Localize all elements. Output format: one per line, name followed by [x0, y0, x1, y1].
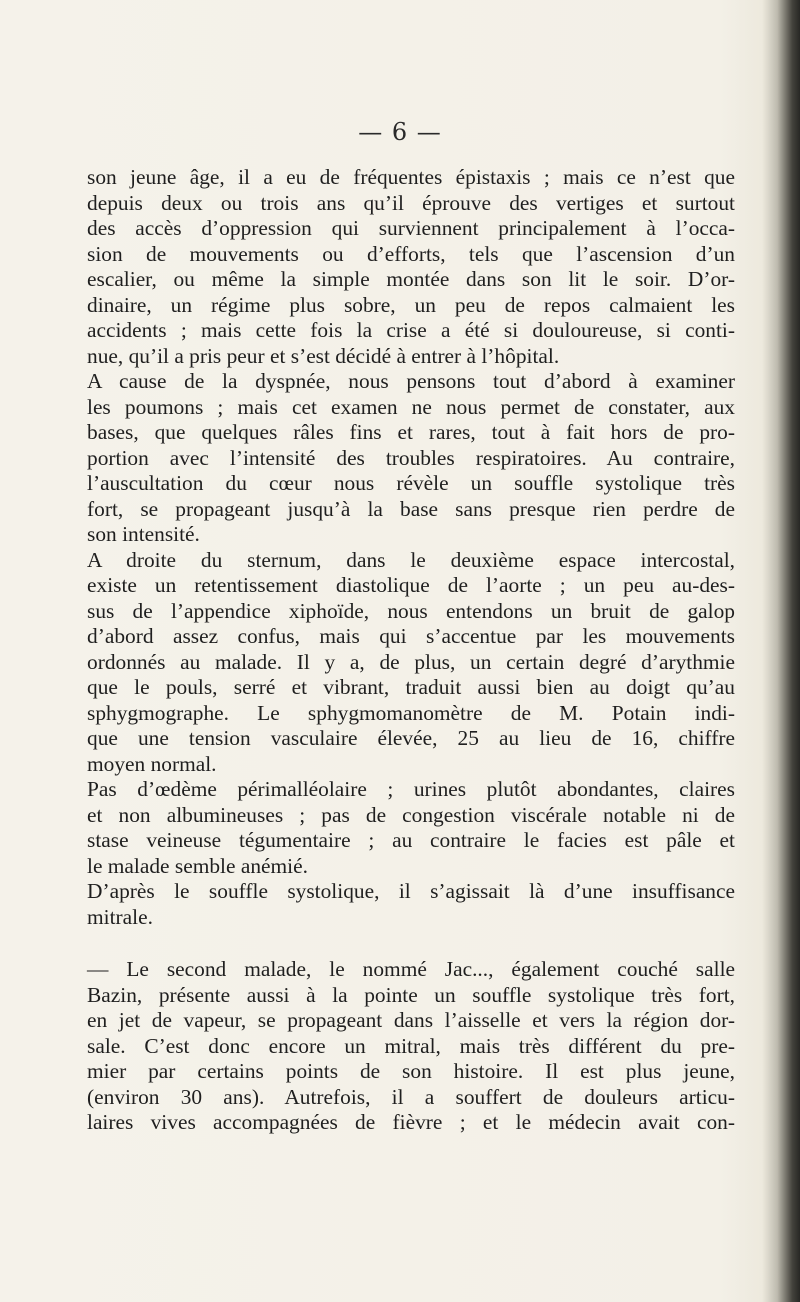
- text-line: et non albumineuses ; pas de congestion viscérale notable ni de: [87, 802, 735, 827]
- text-line: ordonnés au malade. Il y a, de plus, un certain degré d’arythmie: [87, 649, 735, 674]
- text-line: A droite du sternum, dans le deuxième espace intercostal,: [87, 547, 735, 572]
- text-line: sphygmographe. Le sphygmomanomètre de M. Potain indi-: [87, 700, 735, 725]
- text-line: son jeune âge, il a eu de fréquentes épistaxis ; mais ce n’est que: [87, 165, 735, 189]
- text-line: portion avec l’intensité des troubles respiratoires. Au contraire,: [87, 445, 735, 470]
- text-line: mitrale.: [87, 904, 153, 929]
- text-line: escalier, ou même la simple montée dans son lit le soir. D’or-: [87, 267, 735, 291]
- text-line: mier par certains points de son histoire. Il est plus jeune,: [87, 1059, 735, 1083]
- text-line: les poumons ; mais cet examen ne nous permet de constater, aux: [87, 394, 735, 419]
- text-line: sion de mouvements ou d’efforts, tels que l’ascension d’un: [87, 241, 735, 266]
- text-line: A cause de la dyspnée, nous pensons tout d’abord à examiner: [87, 369, 735, 393]
- text-line: l’auscultation du cœur nous révèle un souffle systolique très: [87, 471, 735, 495]
- text-line: d’abord assez confus, mais qui s’accentue par les mouvements: [87, 624, 735, 648]
- text-line: sale. C’est donc encore un mitral, mais très différent du pre-: [87, 1033, 735, 1058]
- text-line: Pas d’œdème périmalléolaire ; urines plutôt abondantes, claires: [87, 777, 735, 801]
- text-line: que une tension vasculaire élevée, 25 au lieu de 16, chiffre: [87, 726, 735, 750]
- text-line: des accès d’oppression qui surviennent principalement à l’occa-: [87, 216, 735, 240]
- text-line: — Le second malade, le nommé Jac..., également couché salle: [87, 957, 735, 981]
- text-line: que le pouls, serré et vibrant, traduit aussi bien au doigt qu’au: [87, 675, 735, 699]
- text-line: bases, que quelques râles fins et rares, tout à fait hors de pro-: [87, 420, 735, 444]
- text-line: fort, se propageant jusqu’à la base sans presque rien perdre de: [87, 496, 735, 521]
- text-line: accidents ; mais cette fois la crise a été si douloureuse, si conti-: [87, 318, 735, 342]
- text-line: Bazin, présente aussi à la pointe un souffle systolique très fort,: [87, 982, 735, 1007]
- text-line: le malade semble anémié.: [87, 853, 308, 878]
- text-line: son intensité.: [87, 522, 200, 546]
- text-line: depuis deux ou trois ans qu’il éprouve des vertiges et surtout: [87, 190, 735, 215]
- paragraph-gap: [87, 930, 735, 957]
- text-line: stase veineuse tégumentaire ; au contraire le facies est pâle et: [87, 828, 735, 852]
- page-edge-shadow: [762, 0, 800, 1302]
- text-line: laires vives accompagnées de fièvre ; et le médecin avait con-: [87, 1110, 735, 1134]
- text-line: nue, qu’il a pris peur et s’est décidé à entrer à l’hôpital.: [87, 343, 560, 368]
- text-line: dinaire, un régime plus sobre, un peu de repos calmaient les: [87, 292, 735, 317]
- body-text: [87, 165, 735, 1136]
- text-line: sus de l’appendice xiphoïde, nous entendons un bruit de galop: [87, 598, 735, 623]
- text-line: en jet de vapeur, se propageant dans l’aisselle et vers la région dor-: [87, 1008, 735, 1032]
- text-line: moyen normal.: [87, 751, 217, 776]
- page-number: — 6 —: [358, 118, 442, 146]
- text-line: (environ 30 ans). Autrefois, il a souffert de douleurs articu-: [87, 1084, 735, 1109]
- text-line: existe un retentissement diastolique de l’aorte ; un peu au-des-: [87, 573, 735, 597]
- text-line: D’après le souffle systolique, il s’agissait là d’une insuffisance: [87, 879, 735, 903]
